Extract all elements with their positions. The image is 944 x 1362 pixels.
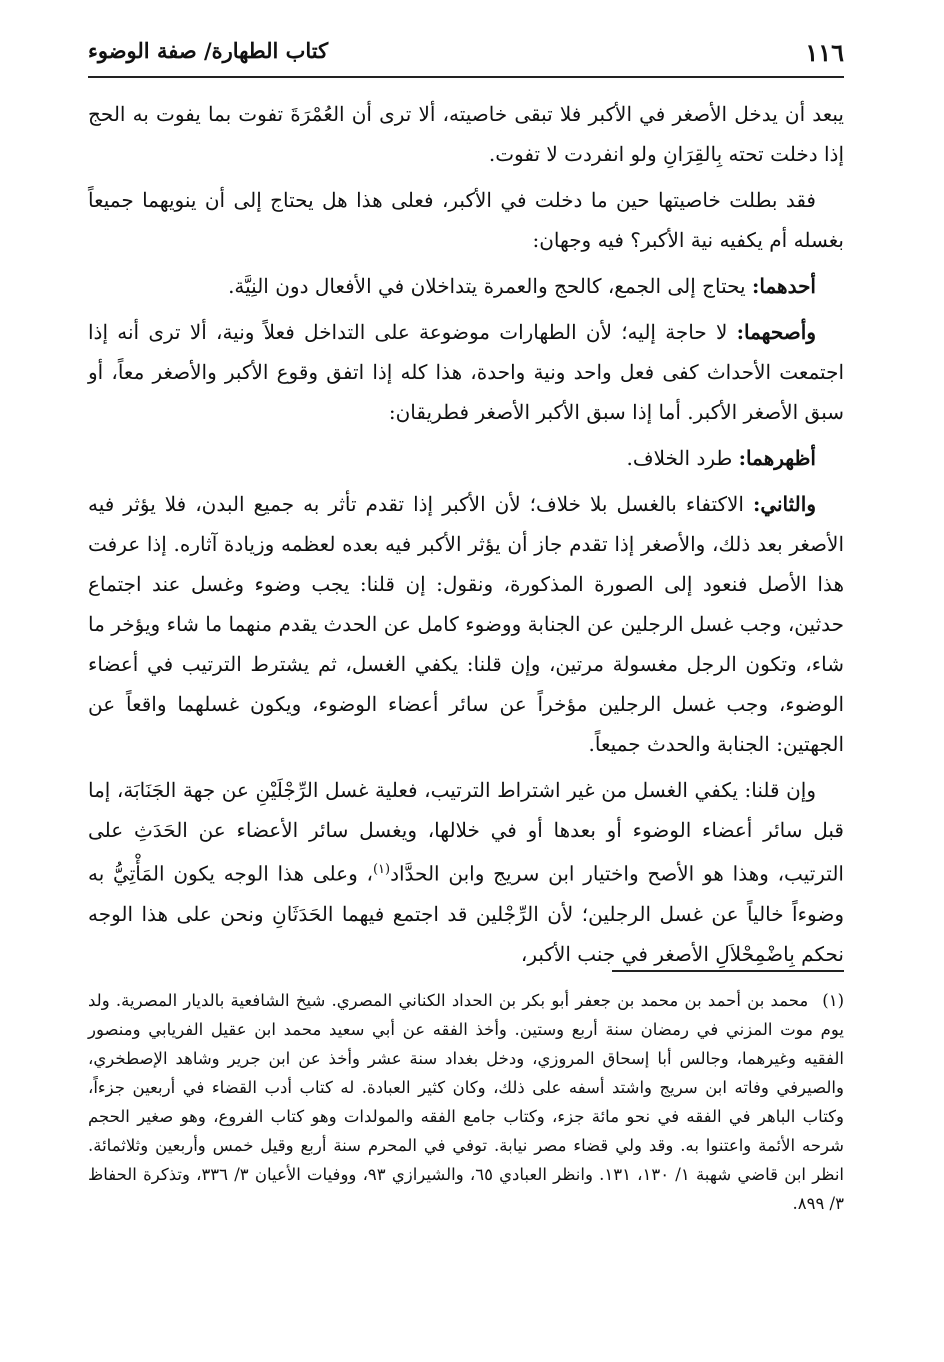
- paragraph-7: [88, 770, 844, 974]
- page-number: ١١٦: [805, 38, 844, 67]
- paragraph-4-text: لا حاجة إليه؛ لأن الطهارات موضوعة على التداخل فعلاً ونية، ألا ترى أنه إذا اجتمعت الأحداث كفى فعل واحد ونية واحدة، هذا كله إذا اتفق وقوع الأكبر والأصغر معاً، أو سبق الأصغر الأكبر. أما إذا سبق الأكبر الأصغر فطريقان:: [88, 320, 844, 424]
- paragraph-5: [88, 438, 844, 478]
- running-title: كتاب الطهارة/ صفة الوضوء: [88, 38, 329, 63]
- footnote: [88, 986, 844, 1218]
- paragraph-3-text: يحتاج إلى الجمع، كالحج والعمرة يتداخلان في الأفعال دون النِيَّة.: [228, 274, 746, 298]
- paragraph-2: فقد بطلت خاصيتها حين ما دخلت في الأكبر، فعلى هذا هل يحتاج إلى أن ينويهما جميعاً بغسله أم يكفيه نية الأكبر؟ فيه وجهان:: [88, 188, 844, 252]
- footnote-reference[interactable]: (١): [372, 862, 391, 877]
- footnote-number: (١): [822, 991, 844, 1010]
- footnote-text: محمد بن أحمد بن محمد بن جعفر أبو بكر بن الحداد الكناني المصري. شيخ الشافعية بالديار المصرية. ولد يوم موت المزني في رمضان سنة أربع وستين. وأخذ الفقه عن أبي سعيد محمد ابن عقيل الفريابي ومنصور الفقيه وغيرهما، وجالس أبا إسحاق المروزي، ودخل بغداد سنة عشر وأخذ عن ابن جرير وشاهد الإصطخري، والصيرفي وفاته ابن سريج واشتد أسفه على ذلك، وكان كثير العبادة. له كتاب أدب القضاء في أربعين جزءاً، وكتاب الباهر في الفقه في نحو مائة جزء، وكتاب جامع الفقه والمولدات وهو كتاب الفروع، وهو صغير الحجم شرحه الأئمة واعتنوا به. وقد ولي قضاء مصر نيابة. توفي في المحرم سنة أربع وقيل خمس وأربعين وثلاثمائة. انظر ابن قاضي شهبة ١/ ١٣٠، ١٣١. وانظر العبادي ٦٥، والشيرازي ٩٣، ووفيات الأعيان ٣/ ٣٣٦، وتذكرة الحفاظ ٣/ ٨٩٩.: [88, 991, 845, 1213]
- paragraph-5-lead: أظهرهما:: [738, 446, 816, 470]
- paragraph-6: [88, 484, 844, 764]
- paragraph-7-part-a: وإن قلنا: يكفي الغسل من غير اشتراط الترتيب، فعلية غسل الرِّجْلَيْنِ عن جهة الجَنَابَة، إما قبل سائر أعضاء الوضوء أو بعدها أو في خلالها، ويغسل سائر الأعضاء عن الحَدَثِ على الترتيب، وهذا هو الأصح واختيار ابن سريج وابن الحدَّاد: [88, 778, 844, 886]
- running-header: [88, 36, 844, 78]
- paragraph-6-lead: والثاني:: [752, 492, 816, 516]
- paragraph-5-text: طرد الخلاف.: [626, 446, 733, 470]
- paragraph-1: يبعد أن يدخل الأصغر في الأكبر فلا تبقى خاصيته، ألا ترى أن العُمْرَةَ تفوت بما يفوت به الحج إذا دخلت تحته بِالقِرَانِ ولو انفردت لا تفوت.: [88, 102, 844, 166]
- paragraph-4: [88, 312, 844, 432]
- paragraph-6-text: الاكتفاء بالغسل بلا خلاف؛ لأن الأكبر إذا تقدم تأثر به جميع البدن، فلا يؤثر فيه الأصغر بعد ذلك، والأصغر إذا تقدم جاز أن يؤثر الأكبر فيه بعده لعظمه وزيادة آثاره. إذا عرفت هذا الأصل فنعود إلى الصورة المذكورة، ونقول: إن قلنا: يجب وضوء وغسل عند اجتماع حدثين، وجب غسل الرجلين عن الجنابة ووضوء كامل عن الحدث يقدم منهما ما شاء ويؤخر ما شاء، وتكون الرجل مغسولة مرتين، وإن قلنا: يكفي الغسل، ثم يشترط الترتيب في أعضاء الوضوء، وجب غسل الرجلين مؤخراً عن سائر أعضاء الوضوء، ويكون غسلهما واقعاً عن الجهتين: الجنابة والحدث جميعاً.: [88, 492, 844, 756]
- footnote-separator: [612, 970, 844, 972]
- main-text: [88, 94, 844, 980]
- paragraph-4-lead: وأصحهما:: [736, 320, 816, 344]
- paragraph-7-part-b: ، وعلى هذا الوجه يكون المَأْتِيُّ به وضوءاً خالياً عن غسل الرجلين؛ لأن الرِّجْلين قد اجتمع فيهما الحَدَثَانِ ونحن على هذا الوجه نحكم بِاضْمِحْلاَلِ الأصغر في جنب الأكبر،: [88, 861, 844, 966]
- paragraph-3-lead: أحدهما:: [751, 274, 816, 298]
- paragraph-3: [88, 266, 844, 306]
